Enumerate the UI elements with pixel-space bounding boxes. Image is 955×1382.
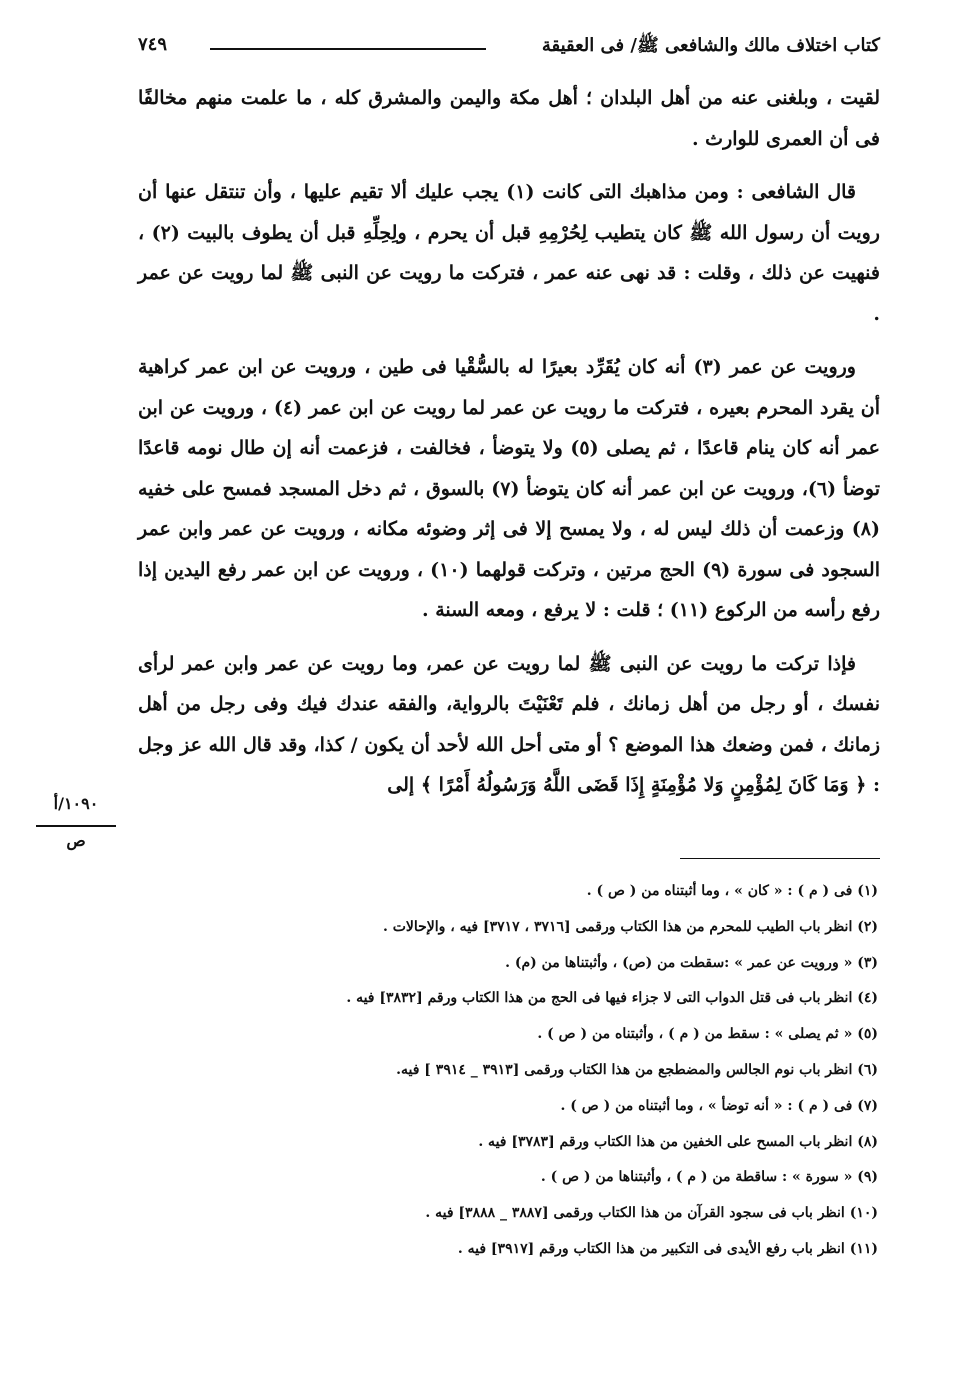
manuscript-sigil: ص — [66, 831, 86, 850]
footnote-rule — [680, 858, 880, 859]
footnote-11: (١١) انظر باب رفع الأيدى فى التكبير من هذا الكتاب ورقم [٣٩١٧] فيه . — [457, 1240, 878, 1257]
speaker-label: قال الشافعى : — [736, 181, 856, 203]
main-text — [138, 78, 880, 819]
footnote-10: (١٠) انظر باب فى سجود القرآن من هذا الكتاب ورقمى [٣٨٨٧ _ ٣٨٨٨] فيه . — [425, 1205, 878, 1222]
footnote-7: (٧) فى ( م ) : « أنه توضأ » ، وما أثبتناه من ( ص ) . — [560, 1097, 878, 1114]
paragraph-1: لقيت ، وبلغنى عنه من أهل البلدان ؛ أهل مكة واليمن والمشرق كله ، ما علمت منهم مخالفًا فى أن العمرى للوارث . — [138, 87, 880, 150]
footnote-6: (٦) انظر باب نوم الجالس والمضطجع من هذا الكتاب ورقمى [٣٩١٣ _ ٣٩١٤ ] فيه. — [396, 1061, 878, 1078]
margin-reference — [30, 794, 122, 850]
paragraph-2-text: ومن مذاهبك التى كانت (١) يجب عليك ألا تقيم عليها ، وأن تنتقل عنها أن رويت أن رسول الله ﷺ كان يتطيب لِحُرْمِهِ قبل أن يحرم ، ولِحِلِّهِ قبل أن يطوف بالبيت (٢) ، فنهيت عن ذلك ، وقلت : قد نهى عنه عمر ، فتركت ما رويت عن النبى ﷺ لما رويت عن عمر . — [138, 181, 880, 325]
paragraph-3: ورويت عن عمر (٣) أنه كان يُقَرِّد بعيرًا له بالسُّقْيا فى طين ، ورويت عن ابن عمر كراهية أن يقرد المحرم بعيره ، فتركت ما رويت عن عمر لما رويت عن ابن عمر (٤) ، ورويت عن ابن عمر أنه كان ينام قاعدًا ، ثم يصلى (٥) ولا يتوضأ ، فخالفت ، فزعمت أنه إن طال نومه قاعدًا توضأ (٦)، ورويت عن ابن عمر أنه كان يتوضأ (٧) بالسوق ، ثم دخل المسجد فمسح على خفيه (٨) وزعمت أن ذلك ليس له ، ولا يمسح إلا فى إثر وضوئه مكانه ، ورويت عن عمر وابن عمر السجود فى سورة (٩) الحج مرتين ، وتركت قولهما (١٠) ، ورويت عن ابن عمر رفع اليدين إذا رفع رأسه من الركوع (١١) ؛ قلت : لا يرفع ، ومعه السنة . — [138, 356, 880, 621]
paragraph-4-end: إلى — [387, 774, 415, 796]
manuscript-folio: ١٠٩٠/أ — [53, 794, 99, 813]
footnote-5: (٥) « ثم يصلى » : سقط من ( م ) ، وأثبتناه من ( ص ) . — [537, 1026, 878, 1043]
page-number: ٧٤٩ — [138, 34, 168, 55]
footnote-1: (١) فى ( م ) : « كان » ، وما أثبتناه من ( ص ) . — [586, 883, 878, 899]
header-title: كتاب اختلاف مالك والشافعى ﷺ/ فى العقيقة — [541, 35, 880, 56]
paragraph-4 — [138, 644, 880, 806]
footnote-9: (٩) « سورة » : ساقطة من ( م ) ، وأثبتناها من ( ص ) . — [540, 1169, 878, 1186]
running-header — [138, 34, 880, 64]
paragraph-4-text: فإذا تركت ما رويت عن النبى ﷺ لما رويت عن عمر، وما رويت عن عمر وابن عمر لرأى نفسك ، أو رجل من أهل زمانك ، فلم تَعْنَيْتَ بالرواية، والفقه عندك فيك وفى رجل من أهل زمانك ، فمن وضعك هذا الموضع ؟ أو متى أحل الله لأحد أن يكون / كذا، وقد قال الله عز وجل : — [138, 652, 880, 796]
quran-verse: ﴿ وَمَا كَانَ لِمُؤْمِنٍ وَلا مُؤْمِنَةٍ إِذَا قَضَى اللَّهُ وَرَسُولُهُ أَمْرًا ﴾ — [420, 774, 867, 796]
margin-rule — [36, 825, 116, 827]
footnote-8: (٨) انظر باب المسح على الخفين من هذا الكتاب ورقم [٣٧٨٣] فيه . — [478, 1133, 878, 1150]
footnote-4: (٤) انظر باب فى قتل الدواب التى لا جزاء فيها فى الحج من هذا الكتاب ورقم [٣٨٣٢] فيه . — [346, 990, 878, 1007]
footnote-2: (٢) انظر باب الطيب للمحرم من هذا الكتاب ورقمى [٣٧١٦ ، ٣٧١٧] فيه ، والإحالات . — [382, 918, 878, 935]
header-rule — [210, 48, 486, 50]
footnote-3: (٣) « ورويت عن عمر » :سقطت من (ص) ، وأثبتناها من (م) . — [505, 954, 878, 971]
footnotes — [140, 874, 878, 1268]
paragraph-2 — [138, 172, 880, 334]
